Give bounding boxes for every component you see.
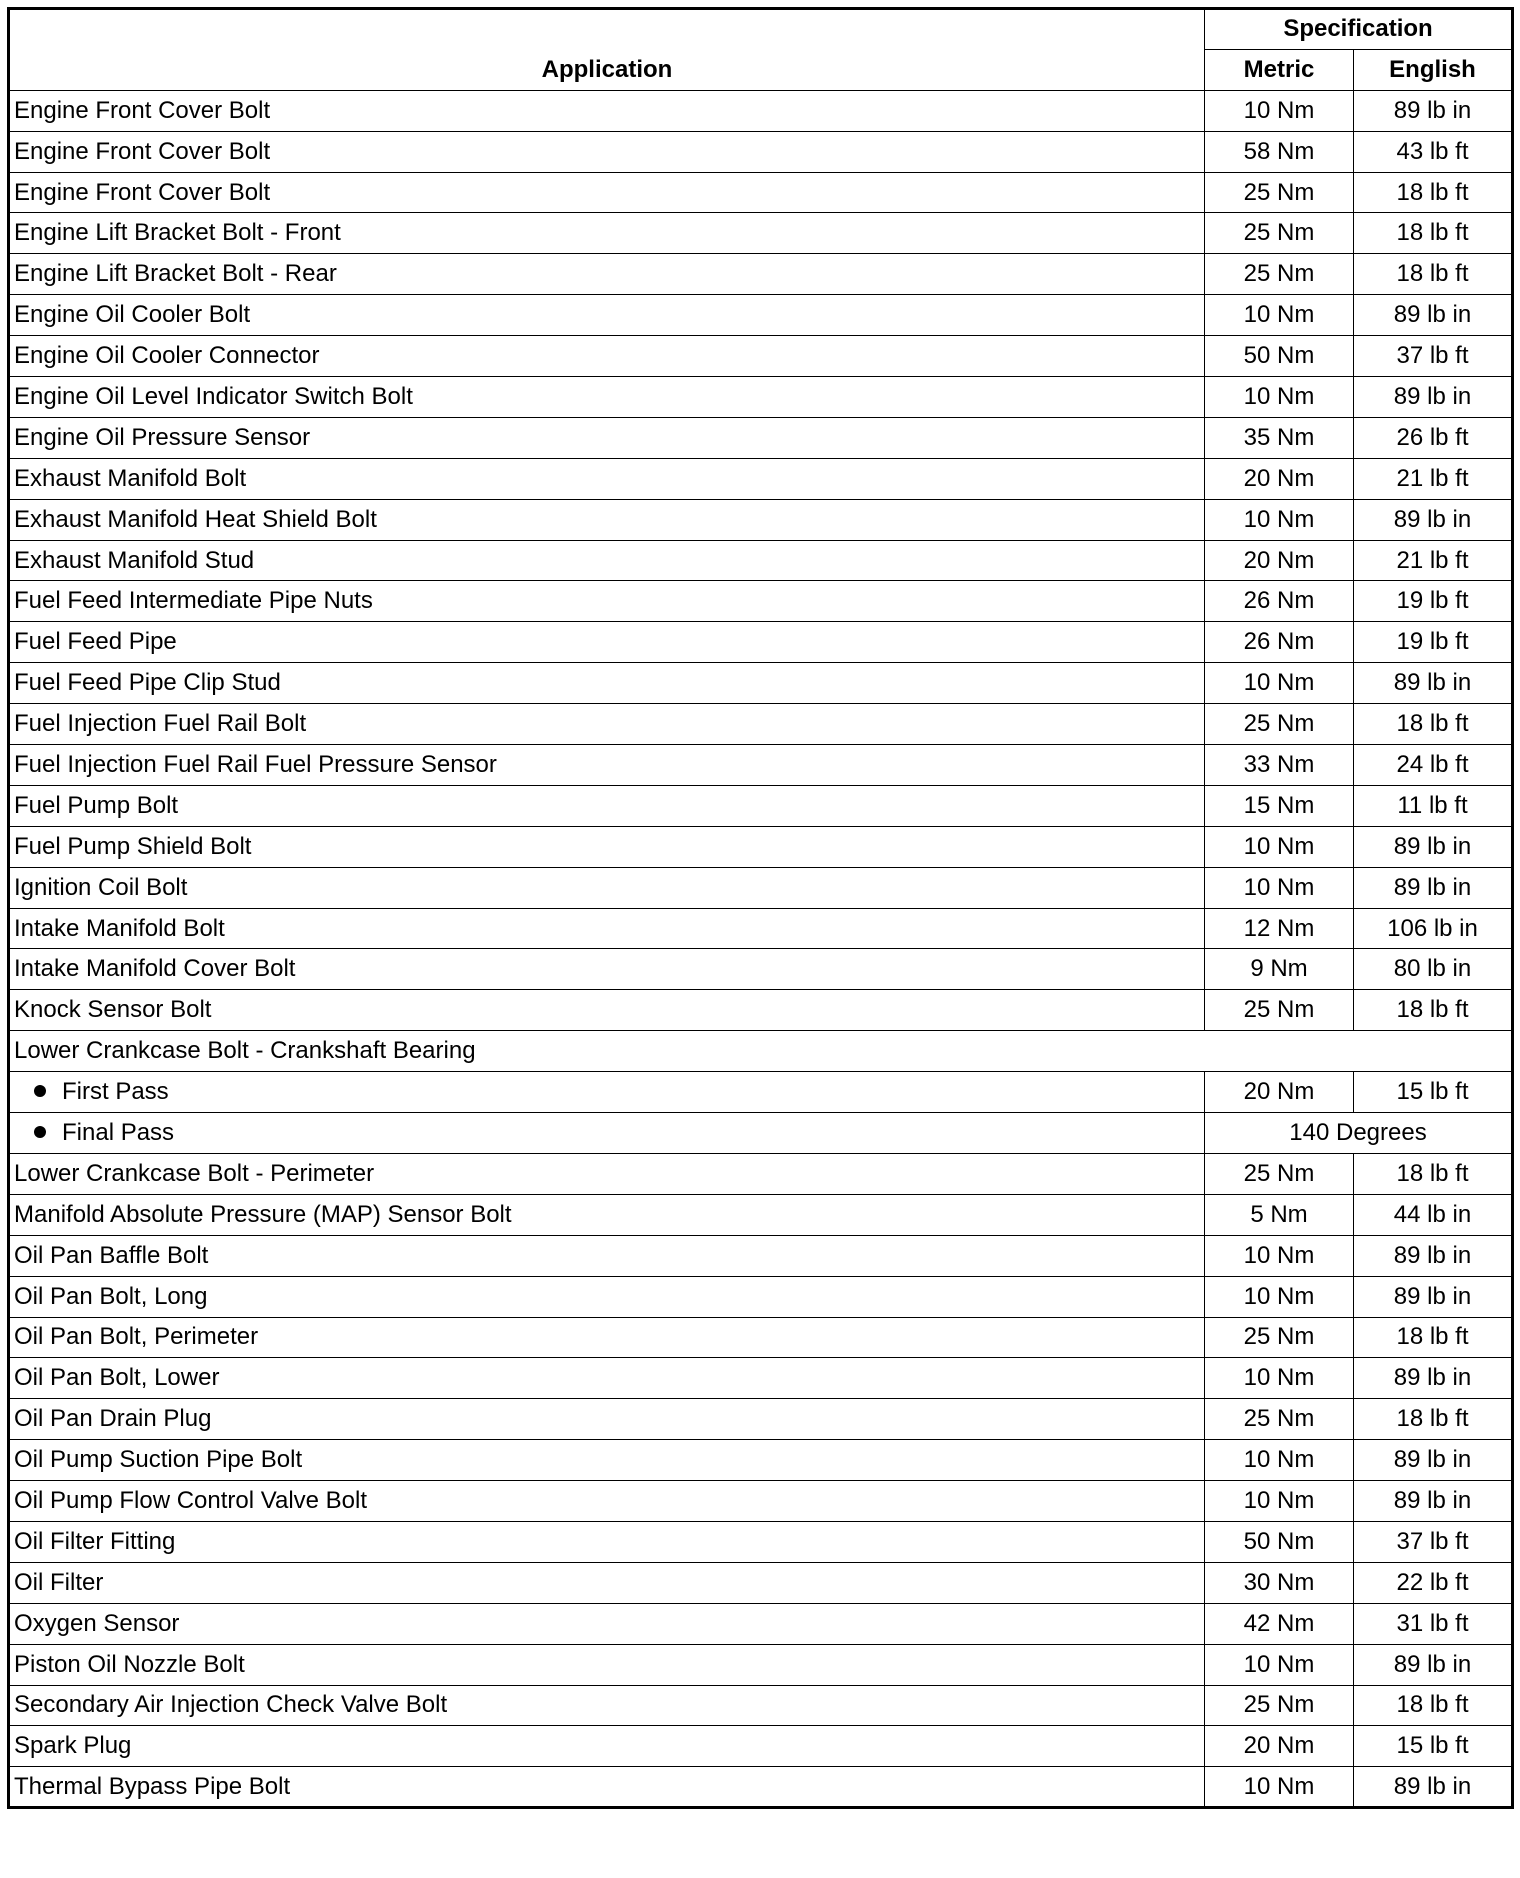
english-cell: 18 lb ft	[1354, 213, 1513, 254]
english-cell: 15 lb ft	[1354, 1726, 1513, 1767]
application-cell: Engine Oil Level Indicator Switch Bolt	[9, 377, 1205, 418]
table-row	[9, 1521, 1513, 1562]
english-cell: 89 lb in	[1354, 1440, 1513, 1481]
english-cell: 37 lb ft	[1354, 336, 1513, 377]
application-cell: Oil Pump Flow Control Valve Bolt	[9, 1481, 1205, 1522]
application-cell: Engine Oil Pressure Sensor	[9, 417, 1205, 458]
metric-cell: 25 Nm	[1205, 1153, 1354, 1194]
table-row	[9, 1276, 1513, 1317]
english-cell: 18 lb ft	[1354, 1317, 1513, 1358]
application-cell: Intake Manifold Cover Bolt	[9, 949, 1205, 990]
metric-cell: 10 Nm	[1205, 663, 1354, 704]
english-cell: 19 lb ft	[1354, 622, 1513, 663]
english-cell: 18 lb ft	[1354, 1685, 1513, 1726]
application-cell: Fuel Feed Pipe	[9, 622, 1205, 663]
english-cell: 21 lb ft	[1354, 458, 1513, 499]
table-row	[9, 581, 1513, 622]
english-cell: 37 lb ft	[1354, 1521, 1513, 1562]
table-row	[9, 1767, 1513, 1808]
application-cell: Knock Sensor Bolt	[9, 990, 1205, 1031]
english-cell: 89 lb in	[1354, 1767, 1513, 1808]
table-row	[9, 1358, 1513, 1399]
table-row	[9, 785, 1513, 826]
table-row	[9, 458, 1513, 499]
application-cell: Exhaust Manifold Heat Shield Bolt	[9, 499, 1205, 540]
application-cell: Oxygen Sensor	[9, 1603, 1205, 1644]
table-row	[9, 622, 1513, 663]
table-row	[9, 1726, 1513, 1767]
metric-cell: 25 Nm	[1205, 172, 1354, 213]
english-cell: 106 lb in	[1354, 908, 1513, 949]
metric-cell: 20 Nm	[1205, 1072, 1354, 1113]
metric-cell: 30 Nm	[1205, 1562, 1354, 1603]
application-label: Final Pass	[62, 1118, 175, 1146]
application-cell: Oil Pan Baffle Bolt	[9, 1235, 1205, 1276]
metric-cell: 35 Nm	[1205, 417, 1354, 458]
table-row	[9, 663, 1513, 704]
application-cell: Fuel Feed Intermediate Pipe Nuts	[9, 581, 1205, 622]
table-header	[9, 9, 1513, 91]
metric-cell: 50 Nm	[1205, 336, 1354, 377]
metric-cell: 12 Nm	[1205, 908, 1354, 949]
metric-cell: 25 Nm	[1205, 254, 1354, 295]
metric-cell: 10 Nm	[1205, 1358, 1354, 1399]
table-row	[9, 1072, 1513, 1113]
table-row	[9, 377, 1513, 418]
metric-cell: 58 Nm	[1205, 131, 1354, 172]
metric-cell: 20 Nm	[1205, 1726, 1354, 1767]
application-cell: Engine Front Cover Bolt	[9, 90, 1205, 131]
table-row	[9, 1194, 1513, 1235]
english-cell: 18 lb ft	[1354, 254, 1513, 295]
application-cell: Fuel Injection Fuel Rail Bolt	[9, 704, 1205, 745]
english-cell: 89 lb in	[1354, 295, 1513, 336]
english-column-header: English	[1354, 49, 1513, 90]
metric-cell: 10 Nm	[1205, 1481, 1354, 1522]
english-cell: 89 lb in	[1354, 377, 1513, 418]
english-cell: 89 lb in	[1354, 90, 1513, 131]
table-row	[9, 1562, 1513, 1603]
application-cell	[9, 1113, 1205, 1154]
table-row	[9, 1399, 1513, 1440]
metric-cell: 25 Nm	[1205, 990, 1354, 1031]
metric-cell: 26 Nm	[1205, 622, 1354, 663]
table-row	[9, 1113, 1513, 1154]
application-cell: Exhaust Manifold Stud	[9, 540, 1205, 581]
english-cell: 18 lb ft	[1354, 1399, 1513, 1440]
metric-cell: 25 Nm	[1205, 213, 1354, 254]
english-cell: 89 lb in	[1354, 1235, 1513, 1276]
table-row	[9, 990, 1513, 1031]
application-cell: Oil Pump Suction Pipe Bolt	[9, 1440, 1205, 1481]
application-cell: Engine Front Cover Bolt	[9, 172, 1205, 213]
metric-cell: 10 Nm	[1205, 1767, 1354, 1808]
english-cell: 18 lb ft	[1354, 704, 1513, 745]
table-row	[9, 1440, 1513, 1481]
table-row	[9, 1644, 1513, 1685]
english-cell: 18 lb ft	[1354, 1153, 1513, 1194]
table-row	[9, 1685, 1513, 1726]
application-cell: Lower Crankcase Bolt - Crankshaft Bearing	[9, 1031, 1513, 1072]
english-cell: 44 lb in	[1354, 1194, 1513, 1235]
english-cell: 89 lb in	[1354, 1358, 1513, 1399]
application-cell: Lower Crankcase Bolt - Perimeter	[9, 1153, 1205, 1194]
table-row	[9, 1235, 1513, 1276]
application-cell: Exhaust Manifold Bolt	[9, 458, 1205, 499]
english-cell: 11 lb ft	[1354, 785, 1513, 826]
application-cell: Fuel Injection Fuel Rail Fuel Pressure Sensor	[9, 745, 1205, 786]
english-cell: 26 lb ft	[1354, 417, 1513, 458]
english-cell: 89 lb in	[1354, 663, 1513, 704]
english-cell: 43 lb ft	[1354, 131, 1513, 172]
application-cell: Fuel Feed Pipe Clip Stud	[9, 663, 1205, 704]
application-cell: Oil Pan Drain Plug	[9, 1399, 1205, 1440]
english-cell: 18 lb ft	[1354, 990, 1513, 1031]
metric-cell: 10 Nm	[1205, 377, 1354, 418]
table-row	[9, 540, 1513, 581]
table-row	[9, 908, 1513, 949]
application-cell: Oil Pan Bolt, Perimeter	[9, 1317, 1205, 1358]
application-cell: Engine Oil Cooler Bolt	[9, 295, 1205, 336]
bullet-icon	[34, 1126, 46, 1138]
english-cell: 80 lb in	[1354, 949, 1513, 990]
table-body	[9, 90, 1513, 1807]
application-cell: Engine Lift Bracket Bolt - Rear	[9, 254, 1205, 295]
table-row	[9, 949, 1513, 990]
application-cell: Oil Pan Bolt, Long	[9, 1276, 1205, 1317]
application-cell: Oil Filter Fitting	[9, 1521, 1205, 1562]
metric-cell: 15 Nm	[1205, 785, 1354, 826]
english-cell: 21 lb ft	[1354, 540, 1513, 581]
english-cell: 18 lb ft	[1354, 172, 1513, 213]
metric-cell: 10 Nm	[1205, 1644, 1354, 1685]
table-row	[9, 745, 1513, 786]
application-cell: Engine Lift Bracket Bolt - Front	[9, 213, 1205, 254]
english-cell: 89 lb in	[1354, 1276, 1513, 1317]
english-cell: 31 lb ft	[1354, 1603, 1513, 1644]
application-cell: Fuel Pump Bolt	[9, 785, 1205, 826]
application-cell: Intake Manifold Bolt	[9, 908, 1205, 949]
table-row	[9, 131, 1513, 172]
fastener-spec-table	[7, 7, 1514, 1809]
metric-cell: 20 Nm	[1205, 540, 1354, 581]
table-row	[9, 417, 1513, 458]
metric-cell: 10 Nm	[1205, 295, 1354, 336]
english-cell: 89 lb in	[1354, 1481, 1513, 1522]
metric-cell: 10 Nm	[1205, 1276, 1354, 1317]
application-cell: Spark Plug	[9, 1726, 1205, 1767]
table-row	[9, 336, 1513, 377]
metric-cell: 25 Nm	[1205, 704, 1354, 745]
application-cell: Oil Pan Bolt, Lower	[9, 1358, 1205, 1399]
metric-cell: 10 Nm	[1205, 826, 1354, 867]
metric-cell: 10 Nm	[1205, 499, 1354, 540]
table-row	[9, 1031, 1513, 1072]
table-row	[9, 90, 1513, 131]
specification-column-header: Specification	[1205, 9, 1513, 50]
application-cell: Engine Oil Cooler Connector	[9, 336, 1205, 377]
english-cell: 19 lb ft	[1354, 581, 1513, 622]
metric-cell: 10 Nm	[1205, 867, 1354, 908]
bullet-icon	[34, 1085, 46, 1097]
table-row	[9, 704, 1513, 745]
metric-cell: 10 Nm	[1205, 90, 1354, 131]
english-cell: 89 lb in	[1354, 1644, 1513, 1685]
application-cell: Engine Front Cover Bolt	[9, 131, 1205, 172]
application-cell: Fuel Pump Shield Bolt	[9, 826, 1205, 867]
english-cell: 24 lb ft	[1354, 745, 1513, 786]
table-row	[9, 1317, 1513, 1358]
application-column-header: Application	[9, 9, 1205, 91]
metric-cell: 50 Nm	[1205, 1521, 1354, 1562]
metric-cell: 5 Nm	[1205, 1194, 1354, 1235]
application-cell: Oil Filter	[9, 1562, 1205, 1603]
metric-cell: 25 Nm	[1205, 1317, 1354, 1358]
metric-cell: 25 Nm	[1205, 1685, 1354, 1726]
english-cell: 15 lb ft	[1354, 1072, 1513, 1113]
table-row	[9, 499, 1513, 540]
metric-cell: 10 Nm	[1205, 1235, 1354, 1276]
metric-cell: 42 Nm	[1205, 1603, 1354, 1644]
application-cell: Manifold Absolute Pressure (MAP) Sensor Bolt	[9, 1194, 1205, 1235]
metric-cell: 9 Nm	[1205, 949, 1354, 990]
english-cell: 89 lb in	[1354, 867, 1513, 908]
metric-cell: 20 Nm	[1205, 458, 1354, 499]
specification-cell: 140 Degrees	[1205, 1113, 1513, 1154]
table-row	[9, 1153, 1513, 1194]
metric-column-header: Metric	[1205, 49, 1354, 90]
table-row	[9, 295, 1513, 336]
application-cell: Ignition Coil Bolt	[9, 867, 1205, 908]
table-row	[9, 867, 1513, 908]
table-row	[9, 172, 1513, 213]
english-cell: 89 lb in	[1354, 826, 1513, 867]
table-row	[9, 213, 1513, 254]
application-cell: Piston Oil Nozzle Bolt	[9, 1644, 1205, 1685]
application-cell	[9, 1072, 1205, 1113]
application-cell: Secondary Air Injection Check Valve Bolt	[9, 1685, 1205, 1726]
table-row	[9, 1481, 1513, 1522]
table-row	[9, 1603, 1513, 1644]
table-row	[9, 826, 1513, 867]
metric-cell: 10 Nm	[1205, 1440, 1354, 1481]
table-row	[9, 254, 1513, 295]
header-row-top	[9, 9, 1513, 50]
metric-cell: 25 Nm	[1205, 1399, 1354, 1440]
english-cell: 22 lb ft	[1354, 1562, 1513, 1603]
english-cell: 89 lb in	[1354, 499, 1513, 540]
application-label: First Pass	[62, 1078, 169, 1106]
metric-cell: 26 Nm	[1205, 581, 1354, 622]
application-cell: Thermal Bypass Pipe Bolt	[9, 1767, 1205, 1808]
metric-cell: 33 Nm	[1205, 745, 1354, 786]
